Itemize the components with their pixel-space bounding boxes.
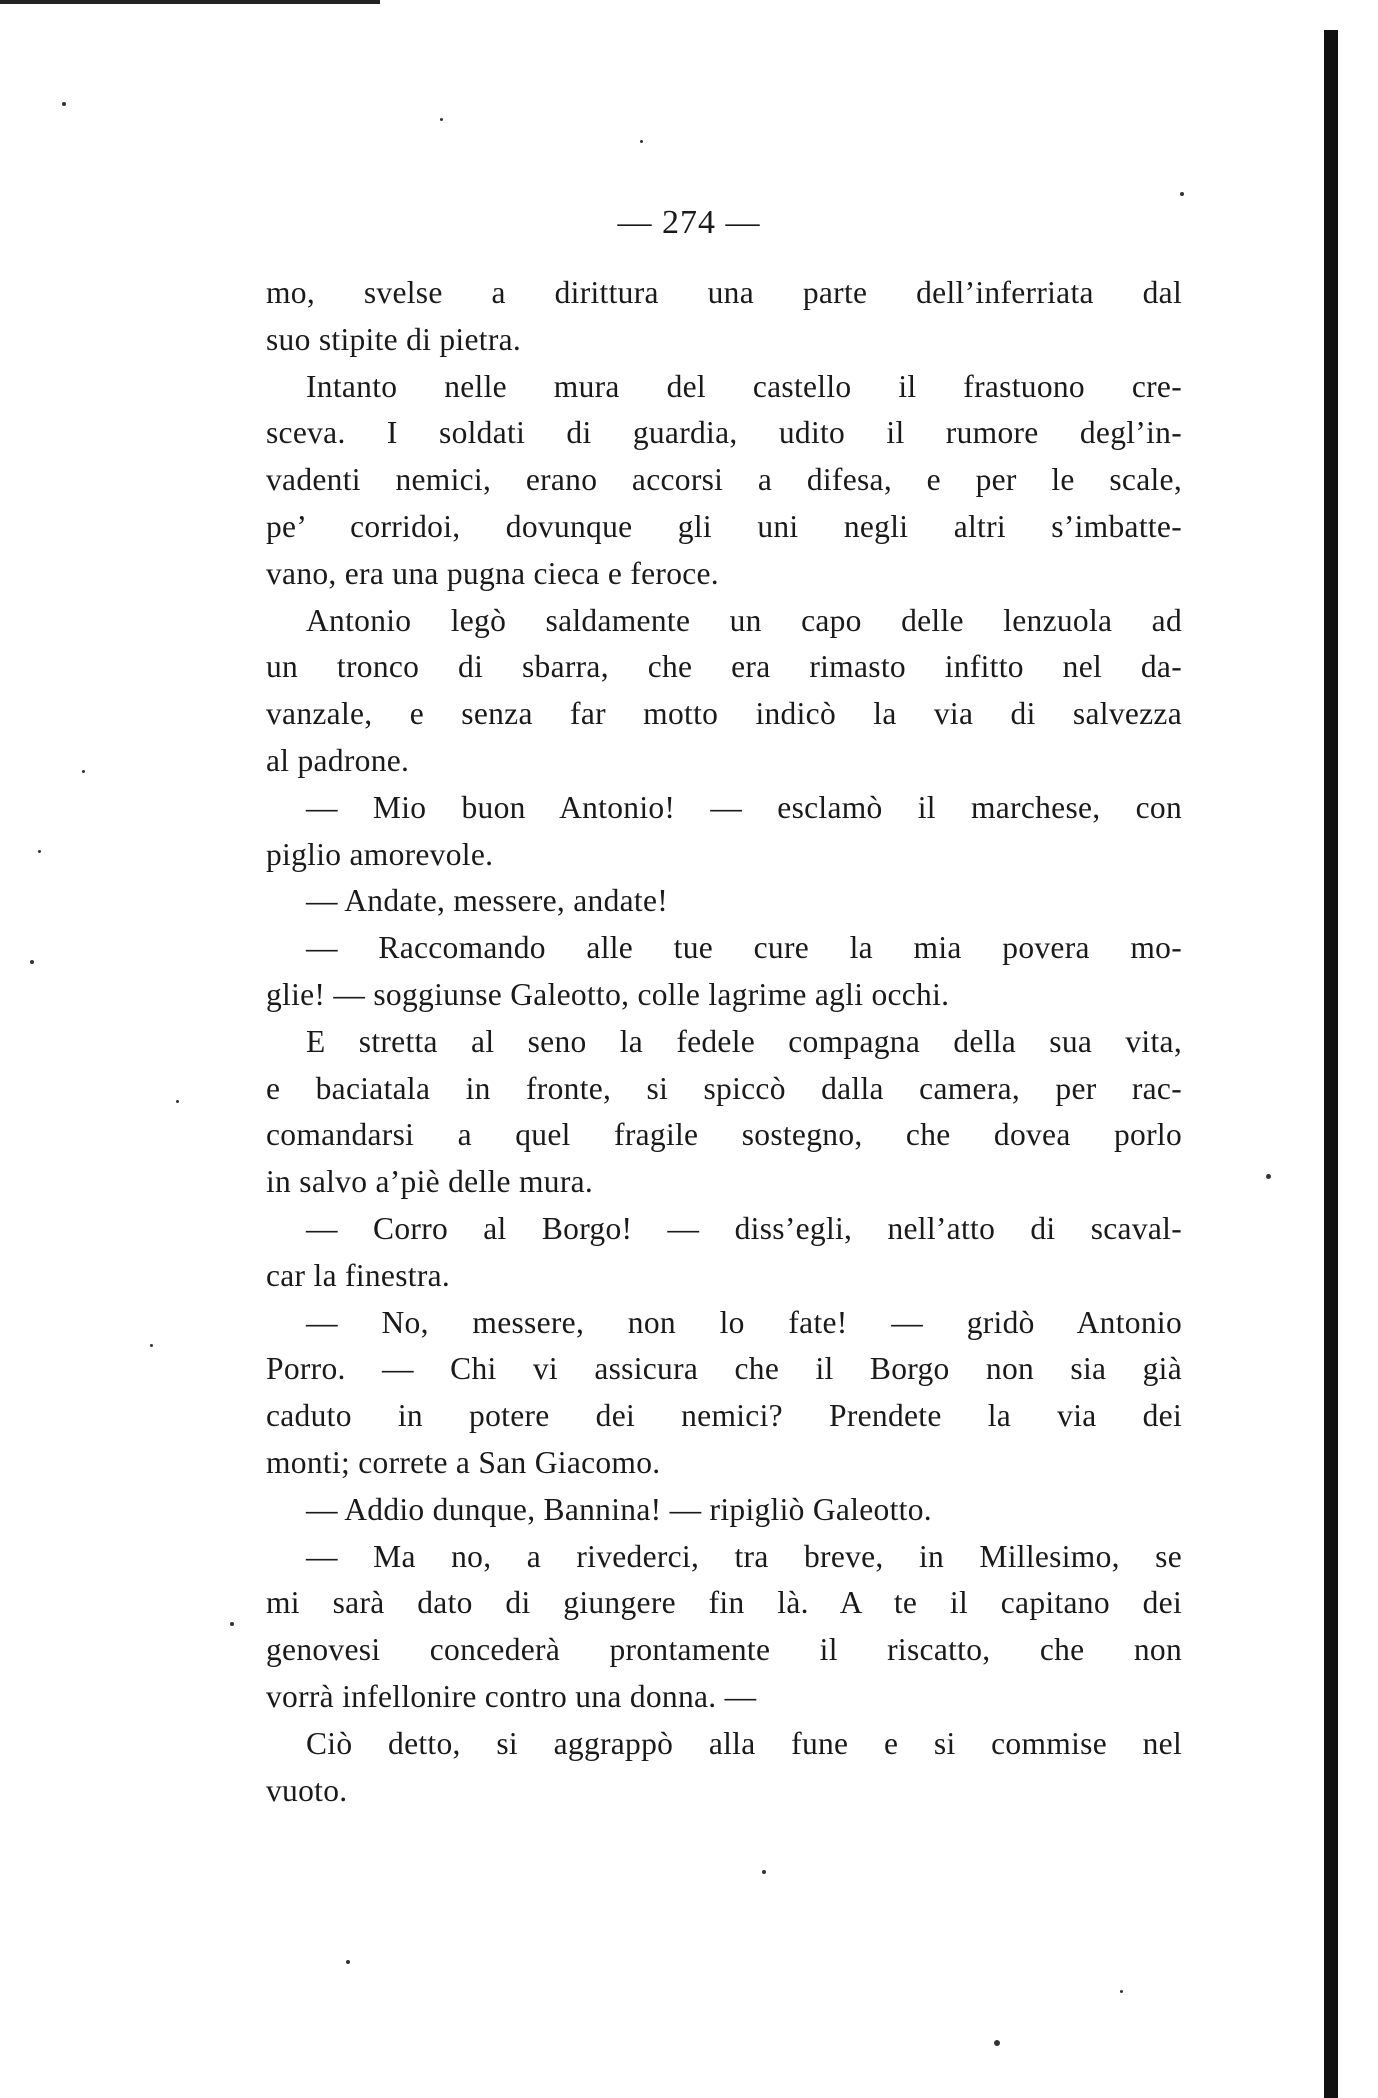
text-line: comandarsi a quel fragile sostegno, che dovea porlo	[266, 1117, 1182, 1153]
scan-speck	[346, 1960, 350, 1964]
scan-speck	[30, 960, 34, 964]
text-line: caduto in potere dei nemici? Prendete la via dei	[266, 1398, 1182, 1434]
text-line: vanzale, e senza far motto indicò la via di salvezza	[266, 696, 1182, 732]
body-text	[266, 270, 1182, 1814]
text-line: piglio amorevole.	[266, 836, 494, 872]
text-line: suo stipite di pietra.	[266, 321, 522, 357]
text-line: pe’ corridoi, dovunque gli uni negli altri s’imbatte-	[266, 508, 1182, 544]
text-line: mi sarà dato di giungere fin là. A te il capitano dei	[266, 1585, 1182, 1621]
scan-speck	[994, 2040, 1000, 2046]
text-line: — Raccomando alle tue cure la mia povera mo-	[306, 930, 1182, 966]
text-line: vadenti nemici, erano accorsi a difesa, e per le scale,	[266, 462, 1182, 498]
scan-speck	[62, 102, 66, 106]
text-line: mo, svelse a dirittura una parte dell’inferriata dal	[266, 275, 1182, 310]
text-line: Antonio legò saldamente un capo delle lenzuola ad	[306, 602, 1182, 638]
scan-speck	[150, 1344, 153, 1347]
text-line: Intanto nelle mura del castello il frastuono cre-	[306, 368, 1182, 404]
scan-speck	[1180, 192, 1184, 196]
text-line: — Corro al Borgo! — diss’egli, nell’atto di scaval-	[306, 1210, 1182, 1246]
text-line: sceva. I soldati di guardia, udito il rumore degl’in-	[266, 415, 1182, 451]
text-line: vuoto.	[266, 1772, 348, 1808]
scan-speck	[176, 1100, 179, 1103]
text-line: glie! — soggiunse Galeotto, colle lagrime agli occhi.	[266, 976, 950, 1012]
scan-speck	[640, 140, 643, 143]
scan-speck	[1266, 1174, 1271, 1179]
top-edge-rule	[0, 0, 380, 4]
text-line: monti; correte a San Giacomo.	[266, 1444, 661, 1480]
text-line: vorrà infellonire contro una donna. —	[266, 1678, 757, 1714]
text-line: in salvo a’piè delle mura.	[266, 1164, 594, 1200]
binding-edge-shadow	[1324, 30, 1338, 2098]
scan-speck	[38, 850, 41, 853]
text-line: vano, era una pugna cieca e feroce.	[266, 555, 719, 591]
text-line: car la finestra.	[266, 1257, 451, 1293]
text-line: un tronco di sbarra, che era rimasto infitto nel da-	[266, 649, 1182, 685]
text-line: — No, messere, non lo fate! — gridò Antonio	[306, 1304, 1182, 1340]
text-line: Porro. — Chi vi assicura che il Borgo non sia già	[266, 1351, 1182, 1387]
scan-speck	[440, 118, 443, 121]
text-line: genovesi concederà prontamente il riscatto, che non	[266, 1632, 1182, 1668]
text-line: e baciatala in fronte, si spiccò dalla camera, per rac-	[266, 1070, 1182, 1106]
text-line: — Andate, messere, andate!	[306, 883, 669, 919]
page-number: — 274 —	[617, 204, 761, 241]
text-line: — Mio buon Antonio! — esclamò il marchese, con	[306, 789, 1182, 825]
scan-speck	[1120, 1990, 1123, 1993]
text-line: — Ma no, a rivederci, tra breve, in Millesimo, se	[306, 1538, 1182, 1574]
text-line: Ciò detto, si aggrappò alla fune e si commise nel	[306, 1725, 1182, 1761]
scan-speck	[82, 770, 85, 773]
scan-speck	[762, 1870, 766, 1874]
text-line: — Addio dunque, Bannina! — ripigliò Galeotto.	[306, 1491, 932, 1527]
text-line: al padrone.	[266, 742, 410, 778]
text-line: E stretta al seno la fedele compagna della sua vita,	[306, 1023, 1182, 1059]
scan-speck	[230, 1622, 234, 1626]
